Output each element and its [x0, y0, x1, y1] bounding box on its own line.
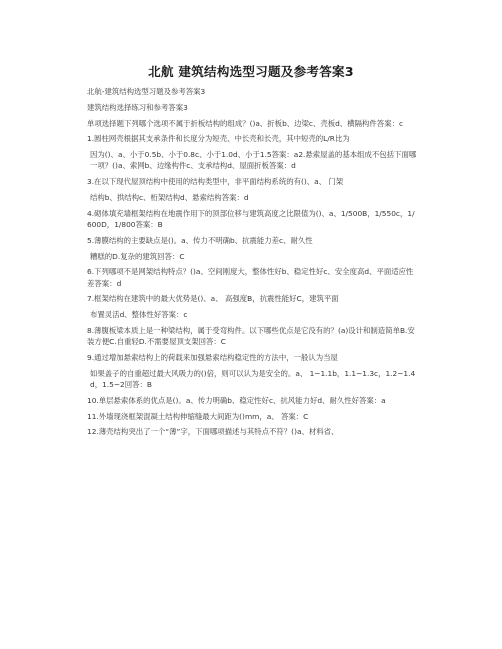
paragraph: 12.薄壳结构突出了一个“薄”字，下面哪项描述与其特点不符？()a、材料省、	[87, 427, 339, 437]
paragraph: 糟糕的D.复杂的建筑回答：C	[90, 251, 185, 261]
paragraph: 如果盖子的自重超过最大风吸力的()倍，则可以认为是安全的。a、 1~1.1b，1.1~1.3c，1.2~1.4d，1.5~2回答：B	[90, 368, 416, 389]
paragraph: 1.圆柱网壳根据其支承条件和长度分为短壳、中长壳和长壳，其中短壳的L/R比为	[87, 134, 350, 144]
paragraph: 北航-建筑结构选型习题及参考答案3	[87, 87, 206, 96]
paragraph: 7.框架结构在建筑中的最大优势是()、a、 高强度B，抗震性能好C，建筑平面	[87, 294, 339, 304]
document-body	[87, 86, 419, 442]
paragraph: 11.外墙现浇框架混凝土结构伸缩缝最大间距为()mm，a、 答案：C	[87, 411, 309, 421]
paragraph: 10.单层悬索体系的优点是()。a、传力明确b、稳定性好c、抗风能力好d、耐久性好答案：a	[87, 395, 386, 405]
paragraph: 6.下列哪项不是网架结构特点？()a、空间刚度大，整体性好b、稳定性好c、安全度高d、平面适应性差答案：d	[87, 267, 414, 288]
paragraph: 建筑结构选择练习和参考答案3	[87, 102, 188, 112]
paragraph: 单项选择题下列哪个选项不属于折板结构的组成？()a、折板b、边梁c、壳板d、横隔构件答案：c	[87, 118, 404, 128]
paragraph: 4.砌体填充墙框架结构在地震作用下的顶部位移与建筑高度之比限值为()、a、1/500B，1/550c，1/600D，1/800答案：B	[87, 208, 415, 229]
paragraph: 3.在以下现代屋顶结构中使用的结构类型中，非平面结构系统的有()、a、 门架	[87, 177, 344, 187]
paragraph: 因为()、a、小于0.5b、小于0.8c、小于1.0d、小于1.5答案：a2.悬索屋盖的基本组成不包括下面哪一项？()a、索网b、边缘构件c、支承结构d、屋面折板答案：d	[90, 150, 417, 171]
paragraph: 9.通过增加悬索结构上的荷载来加强悬索结构稳定性的方法中，一般认为当屋	[87, 352, 338, 362]
paragraph: 5.薄膜结构的主要缺点是()。a、传力不明确b、抗震能力差c、耐久性	[87, 235, 313, 245]
paragraph: 结构b、拱结构c、桁架结构d、悬索结构答案：d	[90, 192, 249, 202]
paragraph: 8.薄腹板梁本质上是一种梁结构，属于受弯构件。以下哪些优点是它没有的？(a)设计和制造简单B.安装方便C.自重轻D.不需要屋顶支架回答：C	[87, 325, 415, 347]
document-title: 北航 建筑结构选型习题及参考答案3	[148, 64, 354, 79]
paragraph: 布置灵活d、整体性好答案：c	[90, 310, 188, 320]
